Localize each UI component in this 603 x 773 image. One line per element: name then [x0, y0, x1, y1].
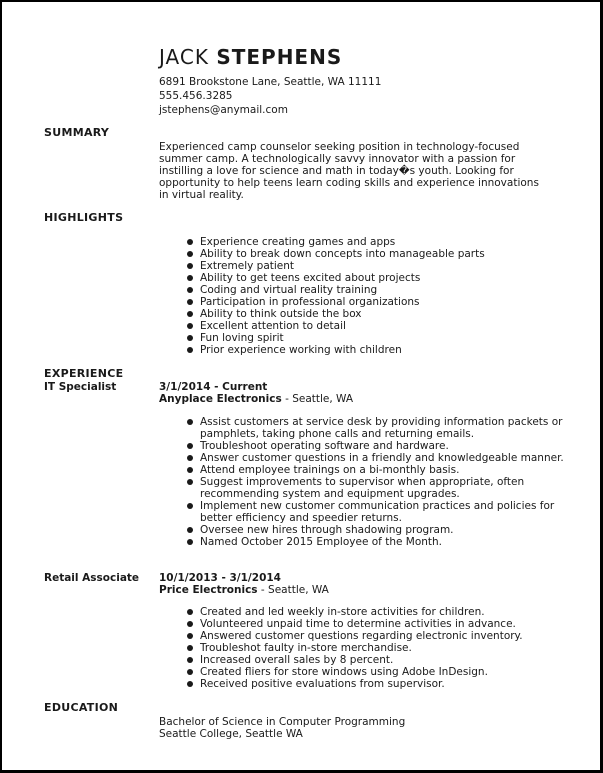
- address: 6891 Brookstone Lane, Seattle, WA 11111: [159, 76, 382, 88]
- contact-block: [159, 75, 381, 117]
- job-dates: 3/1/2014 - Current: [159, 381, 268, 393]
- highlight-item: Participation in professional organizations: [187, 296, 587, 308]
- job-bullet: Named October 2015 Employee of the Month.: [187, 536, 587, 548]
- job-bullet: Received positive evaluations from supervisor.: [187, 678, 587, 690]
- degree: Bachelor of Science in Computer Programming: [159, 716, 406, 728]
- job-bullet: Volunteered unpaid time to determine activities in advance.: [187, 618, 587, 630]
- job-bullet: Answer customer questions in a friendly and knowledgeable manner.: [187, 452, 587, 464]
- highlight-item: Ability to break down concepts into manageable parts: [187, 248, 587, 260]
- job-header: [159, 572, 329, 596]
- company-location: - Seattle, WA: [281, 393, 354, 405]
- first-name: JACK: [159, 45, 209, 69]
- highlight-item: Excellent attention to detail: [187, 320, 587, 332]
- highlight-item: Extremely patient: [187, 260, 587, 272]
- highlight-item: Experience creating games and apps: [187, 236, 587, 248]
- highlight-item: Coding and virtual reality training: [187, 284, 587, 296]
- job-title: IT Specialist: [44, 381, 117, 393]
- highlights-heading: HIGHLIGHTS: [44, 211, 124, 224]
- school: Seattle College, Seattle WA: [159, 728, 303, 740]
- company-location: - Seattle, WA: [257, 584, 329, 596]
- experience-heading: EXPERIENCE: [44, 367, 124, 380]
- highlights-list: [187, 236, 587, 356]
- job-header: [159, 381, 353, 405]
- company-name: Anyplace Electronics: [159, 393, 282, 405]
- job-bullet: Created and led weekly in-store activities for children.: [187, 606, 587, 618]
- job-bullet: Implement new customer communication practices and policies for better efficiency and speedier returns.: [187, 500, 587, 524]
- highlight-item: Fun loving spirit: [187, 332, 587, 344]
- highlight-item: Prior experience working with children: [187, 344, 587, 356]
- highlight-item: Ability to get teens excited about projects: [187, 272, 587, 284]
- job-bullet: Attend employee trainings on a bi-monthly basis.: [187, 464, 587, 476]
- job-bullet: Assist customers at service desk by providing information packets or pamphlets, taking phone calls and returning emails.: [187, 416, 587, 440]
- education-heading: EDUCATION: [44, 701, 119, 714]
- job-dates: 10/1/2013 - 3/1/2014: [159, 572, 281, 584]
- phone: 555.456.3285: [159, 90, 233, 102]
- job-bullet: Troubleshot faulty in-store merchandise.: [187, 642, 587, 654]
- job-title: Retail Associate: [44, 572, 140, 584]
- education-block: [159, 716, 405, 740]
- job-bullet: Created fliers for store windows using Adobe InDesign.: [187, 666, 587, 678]
- job-bullets: [187, 606, 587, 690]
- job-bullets: [187, 416, 587, 548]
- candidate-name: [159, 44, 342, 70]
- summary-text: Experienced camp counselor seeking position in technology-focused summer camp. A technologically savvy innovator with a passion for instilling a love for science and math in today�s youth. Looking for opportunity to help teens learn coding skills and experience innovations in virtual reality.: [159, 141, 539, 201]
- job-bullet: Increased overall sales by 8 percent.: [187, 654, 587, 666]
- job-bullet: Answered customer questions regarding electronic inventory.: [187, 630, 587, 642]
- email: jstephens@anymail.com: [159, 104, 288, 116]
- job-bullet: Oversee new hires through shadowing program.: [187, 524, 587, 536]
- job-bullet: Troubleshoot operating software and hardware.: [187, 440, 587, 452]
- last-name: STEPHENS: [216, 45, 343, 69]
- company-name: Price Electronics: [159, 584, 258, 596]
- highlight-item: Ability to think outside the box: [187, 308, 587, 320]
- job-bullet: Suggest improvements to supervisor when appropriate, often recommending system and equipment upgrades.: [187, 476, 587, 500]
- summary-heading: SUMMARY: [44, 126, 110, 139]
